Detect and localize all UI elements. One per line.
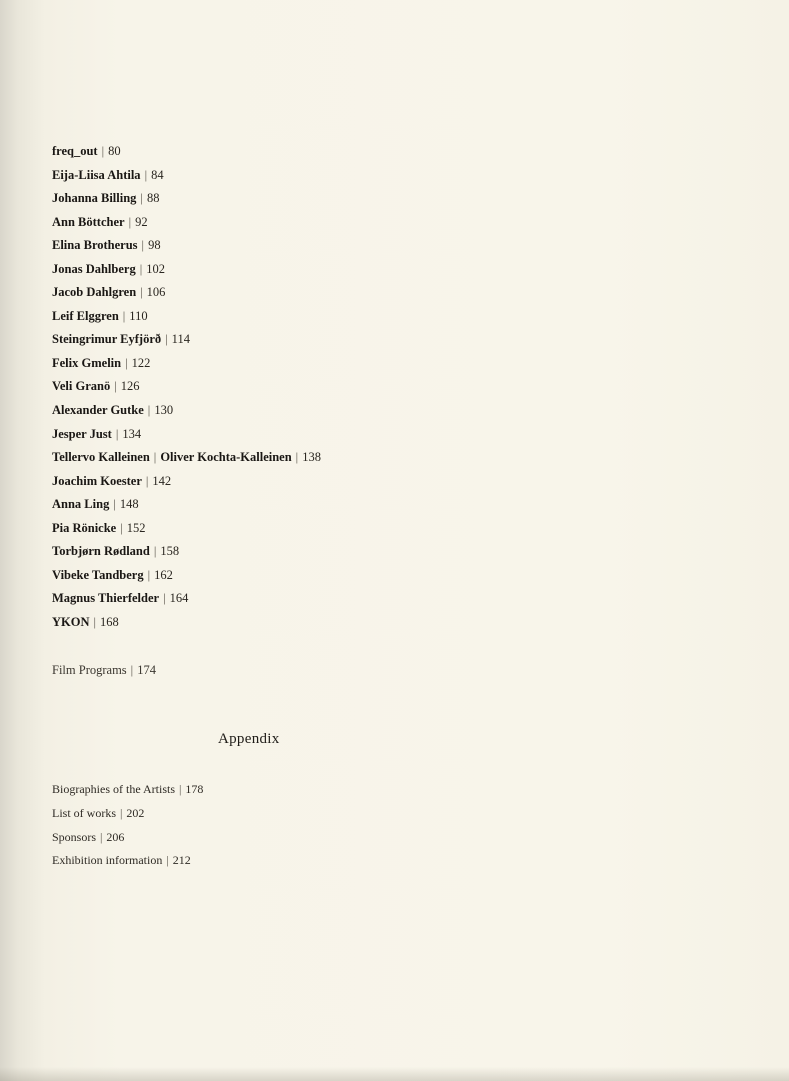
artist-name: Eija-Liisa Ahtila: [52, 167, 141, 182]
toc-entry: [52, 540, 321, 564]
appendix-label: Biographies of the Artists: [52, 782, 175, 796]
artist-name: Anna Ling: [52, 497, 110, 512]
page-number: 206: [106, 829, 125, 844]
toc-entry: [52, 328, 321, 352]
separator: |: [163, 591, 166, 606]
toc-entry: [52, 234, 321, 258]
page-number: 98: [148, 238, 161, 253]
page-number: 106: [146, 285, 166, 300]
toc-entry: [52, 399, 321, 423]
separator: |: [141, 238, 145, 253]
artist-name: Jesper Just: [52, 426, 112, 441]
toc-entry: [52, 446, 321, 470]
artist-name: freq_out: [52, 144, 98, 158]
page-edge-shadow: [0, 1067, 789, 1081]
page-number: 164: [169, 591, 189, 606]
separator: |: [122, 308, 126, 323]
artist-name: Jacob Dahlgren: [52, 285, 137, 300]
toc-entry: [52, 611, 321, 635]
separator: |: [147, 567, 151, 582]
page-number: 152: [126, 520, 146, 535]
artist-name: Tellervo Kalleinen: [52, 450, 150, 465]
artist-name: Ann Böttcher: [52, 214, 125, 229]
artist-name: Vibeke Tandberg: [52, 567, 144, 582]
separator: |: [144, 167, 148, 182]
page-number: 84: [151, 167, 164, 182]
appendix-label: Exhibition information: [52, 853, 163, 868]
appendix-label: Sponsors: [52, 829, 97, 844]
separator: |: [145, 473, 149, 488]
artist-name: Jonas Dahlberg: [52, 261, 136, 276]
appendix-list: [52, 778, 203, 873]
separator: |: [113, 497, 116, 512]
page-number: 168: [100, 614, 119, 629]
separator: |: [179, 782, 182, 796]
page-number: 178: [185, 782, 204, 796]
separator: |: [114, 379, 117, 394]
appendix-heading: Appendix: [218, 731, 280, 747]
page-number: 158: [160, 544, 180, 559]
page-number: 212: [172, 853, 191, 868]
separator: |: [139, 261, 143, 276]
toc-entry: [52, 211, 321, 235]
separator: |: [295, 450, 299, 465]
separator: |: [115, 426, 119, 441]
separator: |: [130, 663, 134, 677]
toc-entry: [52, 258, 321, 282]
separator: |: [125, 355, 128, 370]
page-number: 110: [129, 308, 148, 323]
separator: |: [140, 191, 143, 206]
toc-entry: [52, 187, 321, 211]
toc-entry: [52, 164, 321, 188]
artist-name: YKON: [52, 614, 90, 629]
page-number: 130: [154, 403, 174, 418]
toc-entry: [52, 564, 321, 588]
separator: |: [165, 332, 168, 347]
artist-name-secondary: Oliver Kochta-Kalleinen: [160, 450, 292, 465]
toc-entry: [52, 352, 321, 376]
separator: |: [147, 403, 151, 418]
page-number: 92: [135, 214, 148, 229]
artist-name: Alexander Gutke: [52, 403, 144, 418]
separator: |: [153, 450, 157, 465]
page-number: 126: [120, 379, 140, 394]
toc-entry: [52, 305, 321, 329]
toc-entry: [52, 423, 321, 447]
toc-entry: [52, 140, 321, 164]
page-number: 148: [119, 497, 139, 512]
artist-name: Magnus Thierfelder: [52, 591, 160, 606]
separator: |: [101, 144, 105, 158]
artist-name: Felix Gmelin: [52, 355, 122, 370]
page-number: 122: [131, 355, 151, 370]
separator: |: [166, 853, 169, 868]
separator: |: [100, 829, 103, 844]
artist-name: Leif Elggren: [52, 308, 119, 323]
film-programs-label: Film Programs: [52, 663, 127, 677]
page-number: 102: [146, 261, 165, 276]
toc-entry: [52, 493, 321, 517]
toc-entry: [52, 375, 321, 399]
artist-name: Steingrimur Eyfjörð: [52, 332, 162, 347]
appendix-entry: [52, 849, 203, 873]
artist-name: Johanna Billing: [52, 191, 137, 206]
page-number: 80: [108, 144, 121, 158]
page-number: 114: [171, 332, 190, 347]
page-number: 202: [126, 805, 145, 820]
separator: |: [120, 520, 123, 535]
artist-contents-list: [52, 140, 321, 634]
page-number: 134: [122, 426, 142, 441]
appendix-label: List of works: [52, 805, 116, 820]
appendix-entry: [52, 802, 203, 826]
separator: |: [153, 544, 157, 559]
appendix-entry: [52, 778, 203, 802]
separator: |: [140, 285, 143, 300]
page-number: 138: [302, 450, 321, 465]
separator: |: [128, 214, 132, 229]
artist-name: Joachim Koester: [52, 473, 142, 488]
artist-name: Pia Rönicke: [52, 520, 117, 535]
toc-entry: [52, 517, 321, 541]
toc-entry: [52, 587, 321, 611]
artist-name: Torbjørn Rødland: [52, 544, 150, 559]
toc-entry: [52, 281, 321, 305]
film-programs-entry: [52, 660, 156, 680]
toc-entry: [52, 470, 321, 494]
appendix-entry: [52, 826, 203, 850]
artist-name: Elina Brotherus: [52, 238, 138, 253]
page-number: 162: [154, 567, 173, 582]
page-number: 88: [146, 191, 160, 206]
page-number: 174: [137, 663, 156, 677]
separator: |: [93, 614, 97, 629]
page-number: 142: [152, 473, 172, 488]
artist-name: Veli Granö: [52, 379, 111, 394]
separator: |: [120, 805, 123, 820]
